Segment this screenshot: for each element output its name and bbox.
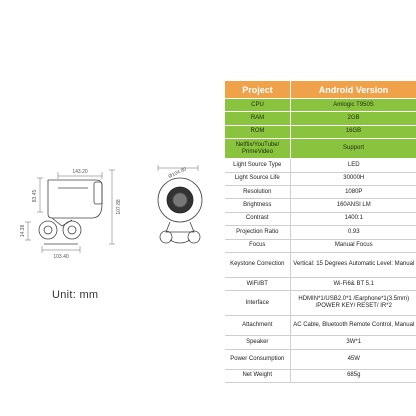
spec-key: Resolution — [225, 185, 291, 198]
spec-key: WiFi/BT — [225, 277, 291, 290]
dim-bottom-width: 103.40 — [53, 254, 69, 260]
spec-key: Light Source Life — [225, 172, 291, 185]
spec-value: Wi-Fi6& BT 5.1 — [291, 277, 416, 290]
spec-row-interface — [225, 291, 416, 316]
header-version: Android Version — [291, 81, 416, 99]
spec-row-rom — [225, 125, 416, 138]
projector-dimension-drawing — [0, 0, 224, 300]
spec-key: Light Source Type — [225, 159, 291, 172]
spec-key: Net Weight — [225, 369, 291, 382]
spec-value: Manual Focus — [291, 239, 416, 252]
spec-key: Contrast — [225, 212, 291, 225]
spec-key: Power Consumption — [225, 349, 291, 369]
spec-value: 685g — [291, 369, 416, 382]
spec-key: Netflix/YouTube/ PrimeVideo — [225, 139, 291, 159]
spec-row-light-type — [225, 159, 416, 172]
spec-value: Support — [291, 139, 416, 159]
side-view — [39, 180, 102, 244]
spec-row-cpu — [225, 99, 416, 112]
spec-row-weight — [225, 369, 416, 382]
dim-height-total: 107.88 — [116, 199, 122, 215]
spec-row-light-life — [225, 172, 416, 185]
spec-row-brightness — [225, 199, 416, 212]
spec-header-row — [225, 81, 416, 99]
spec-row-projection-ratio — [225, 226, 416, 239]
spec-value: 1400:1 — [291, 212, 416, 225]
spec-table — [224, 80, 416, 383]
spec-value: 160ANSI LM — [291, 199, 416, 212]
spec-value: Amlogic T950S — [291, 99, 416, 112]
spec-value: 3W*1 — [291, 336, 416, 349]
dim-height-left: 83.45 — [32, 189, 38, 203]
spec-row-attachment — [225, 316, 416, 336]
spec-row-power — [225, 349, 416, 369]
spec-value: AC Cable, Bluetooth Remote Control, Manual — [291, 316, 416, 336]
spec-row-focus — [225, 239, 416, 252]
spec-key: Interface — [225, 291, 291, 316]
spec-key: Projection Ratio — [225, 226, 291, 239]
spec-value: 16GB — [291, 125, 416, 138]
spec-row-streaming — [225, 139, 416, 159]
spec-key: Speaker — [225, 336, 291, 349]
spec-key: CPU — [225, 99, 291, 112]
spec-value: 2GB — [291, 112, 416, 125]
spec-key: Focus — [225, 239, 291, 252]
spec-value: Vertical: 15 Degrees Automatic Level: Manual — [291, 252, 416, 277]
spec-key: Keystone Correction — [225, 252, 291, 277]
spec-row-ram — [225, 112, 416, 125]
spec-row-resolution — [225, 185, 416, 198]
spec-value: HDMIN*1/USB2.0*1 /Earphone*1(3.5mm) /POWER KEY/ RESET/ IR*2 — [291, 291, 416, 316]
spec-key: Attachment — [225, 316, 291, 336]
dim-height-small: 14.38 — [20, 224, 26, 238]
dim-diameter: Ø104.80 — [167, 166, 188, 180]
spec-row-contrast — [225, 212, 416, 225]
spec-key: RAM — [225, 112, 291, 125]
spec-key: ROM — [225, 125, 291, 138]
spec-value: LED — [291, 159, 416, 172]
spec-value: 0.93 — [291, 226, 416, 239]
front-view — [158, 178, 202, 243]
spec-row-keystone — [225, 252, 416, 277]
spec-row-speaker — [225, 336, 416, 349]
spec-row-wifi-bt — [225, 277, 416, 290]
unit-label: Unit: mm — [52, 289, 99, 301]
spec-value: 1080P — [291, 185, 416, 198]
spec-key: Brightness — [225, 199, 291, 212]
spec-value: 45W — [291, 349, 416, 369]
spec-value: 30000H — [291, 172, 416, 185]
dim-top-width: 143.20 — [72, 169, 88, 175]
header-project: Project — [225, 81, 291, 99]
